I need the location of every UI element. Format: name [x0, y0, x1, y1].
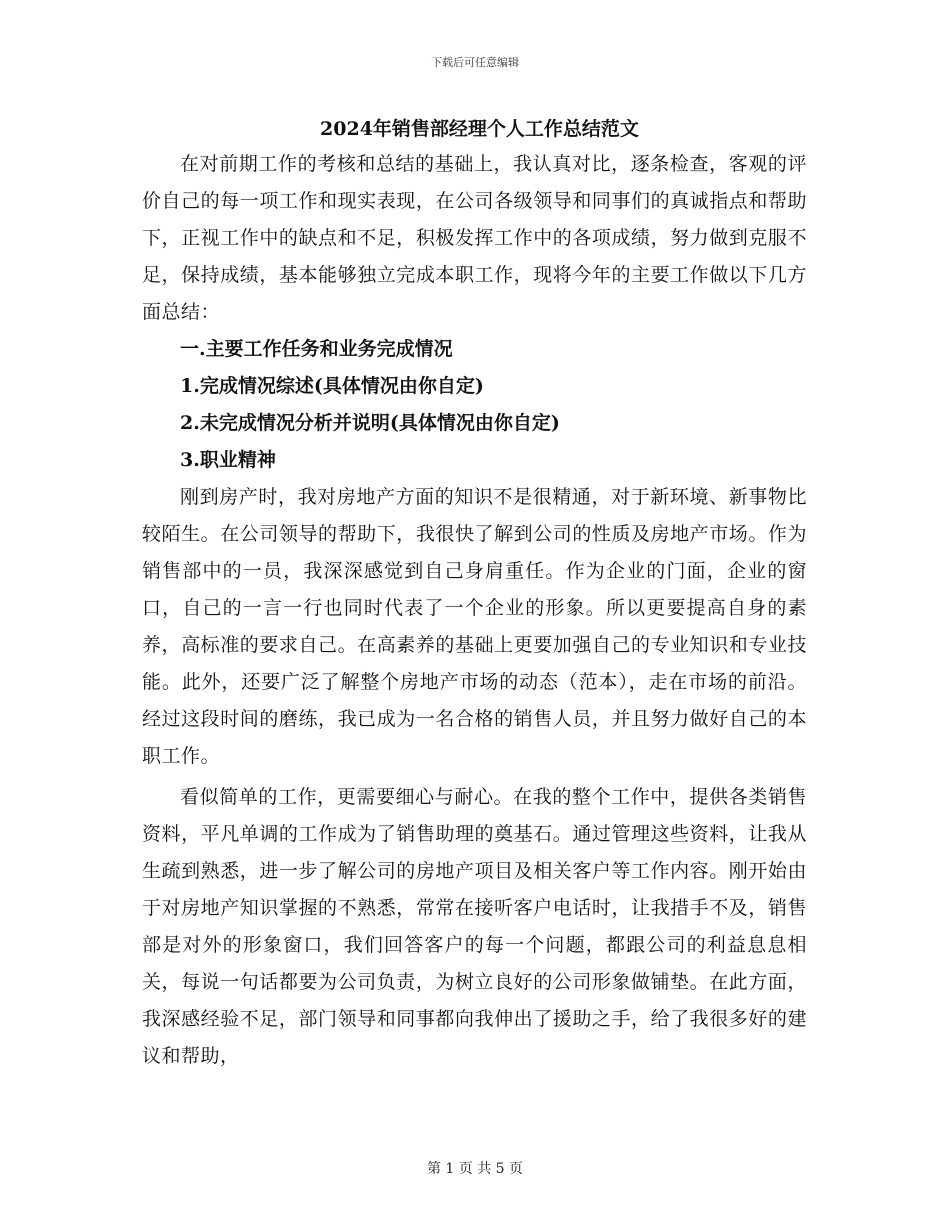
body-paragraph-1: 刚到房产时，我对房地产方面的知识不是很精通，对于新环境、新事物比较陌生。在公司领导的帮助下，我很快了解到公司的性质及房地产市场。作为销售部中的一员，我深深感觉到自己身肩重任。作为企业的门面，企业的窗口，自己的一言一行也同时代表了一个企业的形象。所以更要提高自身的素养，高标准的要求自己。在高素养的基础上更要加强自己的专业知识和专业技能。此外，还要广泛了解整个房地产市场的动态（范本），走在市场的前沿。经过这段时间的磨练，我已成为一名合格的销售人员，并且努力做好自己的本职工作。 — [142, 486, 807, 767]
document-body — [142, 112, 807, 1075]
subheading-3: 3.职业精神 — [180, 449, 276, 471]
subheading-1: 1.完成情况综述(具体情况由你自定) — [180, 375, 484, 397]
document-title: 2024年销售部经理个人工作总结范文 — [320, 118, 639, 140]
subheading-2: 2.未完成情况分析并说明(具体情况由你自定) — [180, 412, 560, 434]
body-paragraph-2: 看似简单的工作，更需要细心与耐心。在我的整个工作中，提供各类销售资料，平凡单调的工作成为了销售助理的奠基石。通过管理这些资料，让我从生疏到熟悉，进一步了解公司的房地产项目及相关客户等工作内容。刚开始由于对房地产知识掌握的不熟悉，常常在接听客户电话时，让我措手不及，销售部是对外的形象窗口，我们回答客户的每一个问题，都跟公司的利益息息相关，每说一句话都要为公司负责，为树立良好的公司形象做铺垫。在此方面，我深感经验不足，部门领导和同事都向我伸出了援助之手，给了我很多好的建议和帮助， — [142, 786, 807, 1067]
page-number: 第 1 页 共 5 页 — [426, 1161, 524, 1177]
header-note: 下载后可任意编辑 — [431, 56, 519, 69]
section-heading-1: 一.主要工作任务和业务完成情况 — [180, 338, 453, 360]
intro-paragraph: 在对前期工作的考核和总结的基础上，我认真对比，逐条检查，客观的评价自己的每一项工作和现实表现，在公司各级领导和同事们的真诚指点和帮助下，正视工作中的缺点和不足，积极发挥工作中的各项成绩，努力做到克服不足，保持成绩，基本能够独立完成本职工作，现将今年的主要工作做以下几方面总结： — [142, 153, 807, 323]
